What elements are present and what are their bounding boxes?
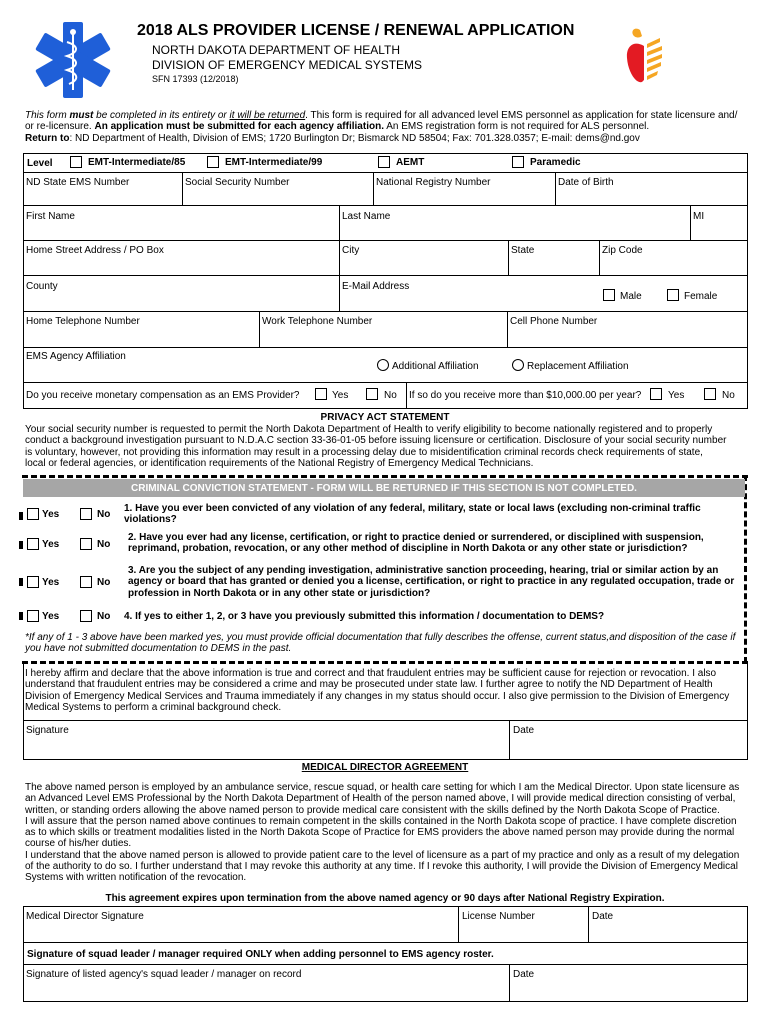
dob-field[interactable]: Date of Birth [558, 177, 614, 188]
q4-no-label: No [97, 611, 111, 622]
city-field[interactable]: City [342, 245, 360, 256]
level-label: Level [27, 158, 53, 169]
level-aemt-label: AEMT [396, 157, 425, 168]
male-checkbox[interactable] [603, 289, 615, 301]
level-paramedic-label: Paramedic [530, 157, 581, 168]
compensation2-no-label: No [722, 390, 735, 401]
q1-yes-label: Yes [42, 509, 60, 520]
compensation-yes-label: Yes [332, 390, 349, 401]
q1-no-checkbox[interactable] [80, 508, 92, 520]
level-emt-i99-checkbox[interactable] [207, 156, 219, 168]
nd-ems-number-field[interactable]: ND State EMS Number [26, 177, 130, 188]
replacement-affiliation-label: Replacement Affiliation [527, 361, 629, 372]
male-label: Male [620, 291, 642, 302]
md-expires: This agreement expires upon termination from the above named agency or 90 days after National Registry Expiration. [105, 893, 665, 904]
nd-health-apple-logo [624, 26, 664, 88]
criminal-note: *If any of 1 - 3 above have been marked yes, you must provide official documentation that fully describes the offense, current status,and disposition of the case if you have not submitted documentation to DEMS in the past. [25, 632, 736, 655]
q2-no-checkbox[interactable] [80, 538, 92, 550]
squad-title: Signature of squad leader / manager required ONLY when adding personnel to EMS agency roster. [27, 949, 494, 960]
level-paramedic-checkbox[interactable] [512, 156, 524, 168]
compensation-no-label: No [384, 390, 397, 401]
work-phone-field[interactable]: Work Telephone Number [262, 316, 373, 327]
level-emt-i85-checkbox[interactable] [70, 156, 82, 168]
affirmation-text: I hereby affirm and declare that the above information is true and correct and that fraudulent entries may be sufficient cause for rejection or revocation. I also understand that fraudulent entries may be considered a crime and may be prosecuted under state law. I further agree to notify the ND Department of Health Division of Emergency Medical Services and Trauma immediately if any changes in my status should occur. I also give permission to the Division of Emergency Medical Systems to perform a criminal background check. [25, 668, 730, 713]
form-title: 2018 ALS PROVIDER LICENSE / RENEWAL APPLICATION [137, 22, 575, 39]
division-name: DIVISION OF EMERGENCY MEDICAL SYSTEMS [152, 58, 423, 72]
mi-field[interactable]: MI [693, 211, 705, 222]
compensation-no-checkbox[interactable] [366, 388, 378, 400]
privacy-title: PRIVACY ACT STATEMENT [320, 412, 450, 423]
q4-yes-label: Yes [42, 611, 60, 622]
level-aemt-checkbox[interactable] [378, 156, 390, 168]
md-license-field[interactable]: License Number [462, 911, 535, 922]
q2-yes-checkbox[interactable] [27, 538, 39, 550]
q3-no-checkbox[interactable] [80, 576, 92, 588]
ssn-field[interactable]: Social Security Number [185, 177, 290, 188]
form-number: SFN 17393 (12/2018) [152, 74, 239, 84]
md-signature-field[interactable]: Medical Director Signature [26, 911, 144, 922]
md-title: MEDICAL DIRECTOR AGREEMENT [301, 762, 469, 773]
q1-no-label: No [97, 509, 111, 520]
md-text: The above named person is employed by an ambulance service, rescue squad, or health care setting for which I am the Medical Director. Upon state licensure as an Advanced Level EMS Professional by the North Dakota Department of Health of the person named above, I will provide medical direction consisting of verbal, written, or standing orders allowing the above named person to provide medical care consistent with the skills defined by the North Dakota Scope of Practice. I will assure that the person named above continues to remain competent in the skills contained in the North Dakota scope of practice. I have complete discretion as to which skills or treatment modalities listed in the North Dakota Scope of Practice for EMS providers the above named person may provide during the normal course of his/her duties. I understand that the above named person is allowed to provide patient care to the level of licensure as a part of my practice and only as a result of my delegation of the authority to do so. I further understand that I may revoke this authority at any time. If I revoke this authority, I will provide the Division of Emergency Medical Systems with written notification of the revocation. [25, 782, 740, 884]
q2-yes-label: Yes [42, 539, 60, 550]
compensation-yes-checkbox[interactable] [315, 388, 327, 400]
applicant-date-field[interactable]: Date [513, 725, 535, 736]
q1-text: 1. Have you ever been convicted of any violation of any federal, military, state or local laws (excluding non-criminal traffic violations? [124, 503, 701, 526]
criminal-banner-text: CRIMINAL CONVICTION STATEMENT - FORM WILL BE RETURNED IF THIS SECTION IS NOT COMPLETED. [131, 483, 637, 494]
q4-yes-checkbox[interactable] [27, 610, 39, 622]
q2-no-label: No [97, 539, 111, 550]
intro-text: This form must be completed in its entirety or it will be returned. This form is required for all advanced level EMS personnel as application for state licensure and/ or re-licensure. An application must be submitted for each agency affiliation. An EMS registration form is not required for ALS personnel. Return to: ND Department of Health, Division of EMS; 1720 Burlington Dr; Bismarck ND 58504; Fax: 701.328.0357; E-mail: dems@nd.gov [25, 110, 738, 144]
cell-phone-field[interactable]: Cell Phone Number [510, 316, 598, 327]
compensation2-yes-label: Yes [668, 390, 685, 401]
replacement-affiliation-radio[interactable] [512, 359, 524, 371]
compensation2-no-checkbox[interactable] [704, 388, 716, 400]
email-field[interactable]: E-Mail Address [342, 281, 410, 292]
female-label: Female [684, 291, 718, 302]
female-checkbox[interactable] [667, 289, 679, 301]
additional-affiliation-radio[interactable] [377, 359, 389, 371]
address-field[interactable]: Home Street Address / PO Box [26, 245, 164, 256]
state-field[interactable]: State [511, 245, 535, 256]
agency-field[interactable]: EMS Agency Affiliation [26, 351, 126, 362]
level-emt-i85-label: EMT-Intermediate/85 [88, 157, 186, 168]
q3-no-label: No [97, 577, 111, 588]
compensation-question-2: If so do you receive more than $10,000.00 per year? [409, 390, 642, 401]
squad-signature-field[interactable]: Signature of listed agency's squad leader / manager on record [26, 969, 302, 980]
last-name-field[interactable]: Last Name [342, 211, 391, 222]
zip-field[interactable]: Zip Code [602, 245, 643, 256]
first-name-field[interactable]: First Name [26, 211, 75, 222]
q4-text: 4. If yes to either 1, 2, or 3 have you previously submitted this information / documentation to DEMS? [124, 611, 605, 622]
county-field[interactable]: County [26, 281, 58, 292]
national-registry-field[interactable]: National Registry Number [376, 177, 491, 188]
applicant-signature-field[interactable]: Signature [26, 725, 69, 736]
level-emt-i99-label: EMT-Intermediate/99 [225, 157, 323, 168]
department-name: NORTH DAKOTA DEPARTMENT OF HEALTH [152, 43, 401, 57]
squad-date-field[interactable]: Date [513, 969, 535, 980]
home-phone-field[interactable]: Home Telephone Number [26, 316, 140, 327]
q3-text: 3. Are you the subject of any pending investigation, administrative sanction proceeding, hearing, trial or similar action by an agency or board that has granted or denied you a license, certification, or right to practice in any regulated occupation, trade or profession in North Dakota or in any other state or jurisdiction? [128, 565, 735, 599]
md-date-field[interactable]: Date [592, 911, 614, 922]
compensation-question: Do you receive monetary compensation as an EMS Provider? [26, 390, 300, 401]
q2-text: 2. Have you ever had any license, certification, or right to practice denied or surrendered, or disciplined with suspension, reprimand, probation, revocation, or any other method of discipline in North Dakota or any other state or jurisdiction? [128, 532, 704, 555]
q1-yes-checkbox[interactable] [27, 508, 39, 520]
privacy-text: Your social security number is requested to permit the North Dakota Department of Health to verify eligibility to become nationally registered and to properly conduct a background investigation pursuant to N.D.A.C section 33-36-01-05 before issuing licensure or certification. Disclosure of your social security number is voluntary, however, not providing this information may result in a processing delay due to misidentification criminal records check requirements of state, local or federal agencies, or identification requirements of the National Registry of Emergency Medical Technicians. [25, 424, 727, 469]
q3-yes-checkbox[interactable] [27, 576, 39, 588]
additional-affiliation-label: Additional Affiliation [392, 361, 479, 372]
q3-yes-label: Yes [42, 577, 60, 588]
star-of-life-icon [33, 20, 113, 100]
compensation2-yes-checkbox[interactable] [650, 388, 662, 400]
q4-no-checkbox[interactable] [80, 610, 92, 622]
